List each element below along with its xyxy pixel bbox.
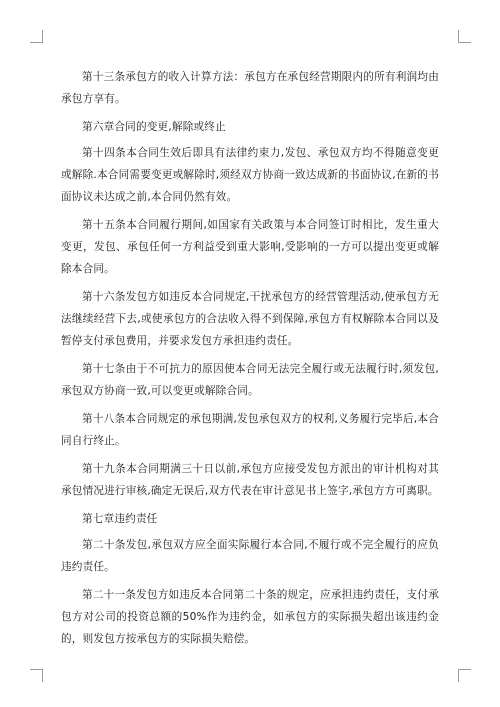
chapter-6-heading: 第六章合同的变更,解除或终止 xyxy=(82,121,226,133)
crop-mark-bottom-right xyxy=(458,669,471,682)
document-body xyxy=(61,66,439,656)
article-20: 第二十条发包,承包双方应全面实际履行本合同,不履行或不完全履行的应负违约责任。 xyxy=(61,539,439,573)
crop-mark-top-left xyxy=(30,30,43,43)
article-17: 第十七条由于不可抗力的原因使本合同无法完全履行或无法履行时,须发包,承包双方协商一致,可以变更或解除合同。 xyxy=(61,363,439,397)
article-15: 第十五条本合同履行期间,如国家有关政策与本合同签订时相比，发生重大变更，发包、承包任何一方利益受到重大影响,受影响的一方可以提出变更或解除本合同。 xyxy=(61,219,439,275)
article-18: 第十八条本合同规定的承包期满,发包承包双方的权利,义务履行完毕后,本合同自行终止。 xyxy=(61,413,439,447)
article-19: 第十九条本合同期满三十日以前,承包方应接受发包方派出的审计机构对其承包情况进行审核,确定无误后,双方代表在审计意见书上签字,承包方方可离职。 xyxy=(61,463,439,497)
article-14: 第十四条本合同生效后即具有法律约束力,发包、承包双方均不得随意变更或解除.本合同需要变更或解除时,须经双方协商一致达成新的书面协议,在新的书面协议未达成之前,本合同仍然有效。 xyxy=(61,147,439,203)
crop-mark-top-right xyxy=(458,30,471,43)
chapter-7-heading: 第七章违约责任 xyxy=(82,513,158,525)
article-21: 第二十一条发包方如违反本合同第二十条的规定，应承担违约责任，支付承包方对公司的投资总额的50%作为违约金，如承包方的实际损失超出该违约金的，则发包方按承包方的实际损失赔偿。 xyxy=(61,589,439,645)
crop-mark-bottom-left xyxy=(30,669,43,682)
article-16: 第十六条发包方如违反本合同规定,干扰承包方的经营管理活动,使承包方无法继续经营下去,或使承包方的合法收入得不到保障,承包方有权解除本合同以及暂停支付承包费用，并要求发包方承担违约责任。 xyxy=(61,291,439,347)
article-13: 第十三条承包方的收入计算方法：承包方在承包经营期限内的所有利润均由承包方享有。 xyxy=(61,71,439,105)
